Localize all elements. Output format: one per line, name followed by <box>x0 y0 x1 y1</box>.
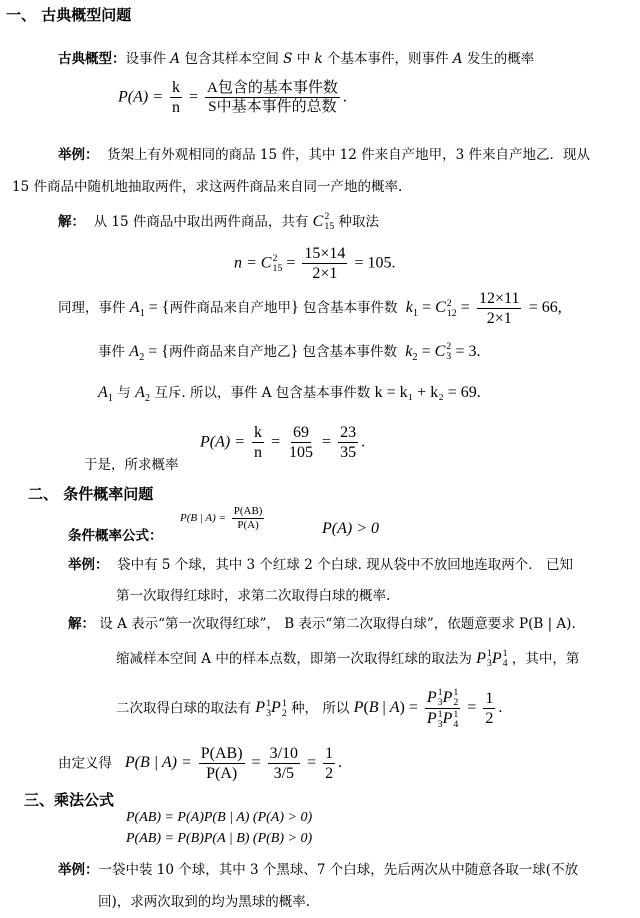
classical-formula: P(A) = $\frac{k}{n}$ = $\frac{\text{A包含的基本事件数}}{\text{S中基本事件的总数}}$ . <box>118 79 347 117</box>
example-1-line-2: 15 件商品中随机地抽取两件，求这两件商品来自同一产地的概率. <box>12 179 403 195</box>
solution-2-line-1: 解： 设 A 表示“第一次取得红球”， B 表示“第二次取得白球”，依题意要求 P(B | A). <box>68 616 576 632</box>
example-3-line-1: 举例：一袋中装 10 个球，其中 3 个黑球、7 个白球，先后两次从中随意各取一球(不放 <box>58 862 579 878</box>
so-label: 于是，所求概率 <box>84 457 179 473</box>
example-2-line-1: 举例： 袋中有 5 个球，其中 3 个红球 2 个白球. 现从袋中不放回地连取两个． 已知 <box>68 557 573 573</box>
n-formula: n = C 2 15 = $\frac{15\times 14}{2\times 1}$ = 105. <box>234 245 396 283</box>
section-2-title: 二、 条件概率问题 <box>28 485 154 503</box>
example-2-line-2: 第一次取得红球时，求第二次取得白球的概率. <box>116 588 391 604</box>
solution-1-line-1: 解： 从 15 件商品中取出两件商品，共有 C 2 15 种取法 <box>58 211 380 233</box>
probability-formula: P(A) = $\frac{k}{n}$ = $\frac{69}{105}$ = $\frac{23}{35}$ . <box>200 424 366 462</box>
event-a1-line: 同理，事件 $A_1$ = {两件商品来自产地甲} 包含基本事件数 $k_1 = C$ 2 12 = $\frac{12\times 11}{2\times 1}$ = 66, <box>58 290 562 328</box>
solution-2-line-2: 缩减样本空间 A 中的样本点数，即第一次取得红球的取法为 P 1 3 P 1 4 ，其中，第 <box>116 648 580 670</box>
example-1-line-1: 举例： 货架上有外观相同的商品 15 件，其中 12 件来自产地甲，3 件来自产地乙．现从 <box>58 147 590 163</box>
definition-derivation: 由定义得 P(B | A) = $\frac{P(AB)}{P(A)}$ = $\frac{3/10}{3/5}$ = $\frac{1}{2}$ . <box>58 745 343 783</box>
multiplication-formula-1: P(AB) = P(A)P(B | A) (P(A) > 0) <box>126 810 313 825</box>
example-3-line-2: 回)，求两次取到的均为黑球的概率. <box>98 894 311 910</box>
section-3-title: 三、乘法公式 <box>24 791 115 809</box>
section-1-title: 一、 古典概型问题 <box>6 6 132 24</box>
solution-2-line-3: 二次取得白球的取法有 P 1 3 P 1 2 种， 所以 P(B | A) = P 1 3 P 1 2 P 1 3 P 1 4 = $\frac{1}{2}$ . <box>116 687 503 730</box>
classical-definition: 古典概型：设事件 A 包含其样本空间 S 中 k 个基本事件，则事件 A 发生的概率 <box>58 51 535 67</box>
event-a2-line: 事件 $A_2$ = {两件商品来自产地乙} 包含基本事件数 $k_2 = C$ 2 3 = 3. <box>98 341 481 364</box>
mutex-line: $A_1$ 与 $A_2$ 互斥. 所以，事件 A 包含基本事件数 k = k₁ + k₂ = 69. <box>98 384 481 405</box>
multiplication-formula-2: P(AB) = P(B)P(A | B) (P(B) > 0) <box>126 831 313 846</box>
